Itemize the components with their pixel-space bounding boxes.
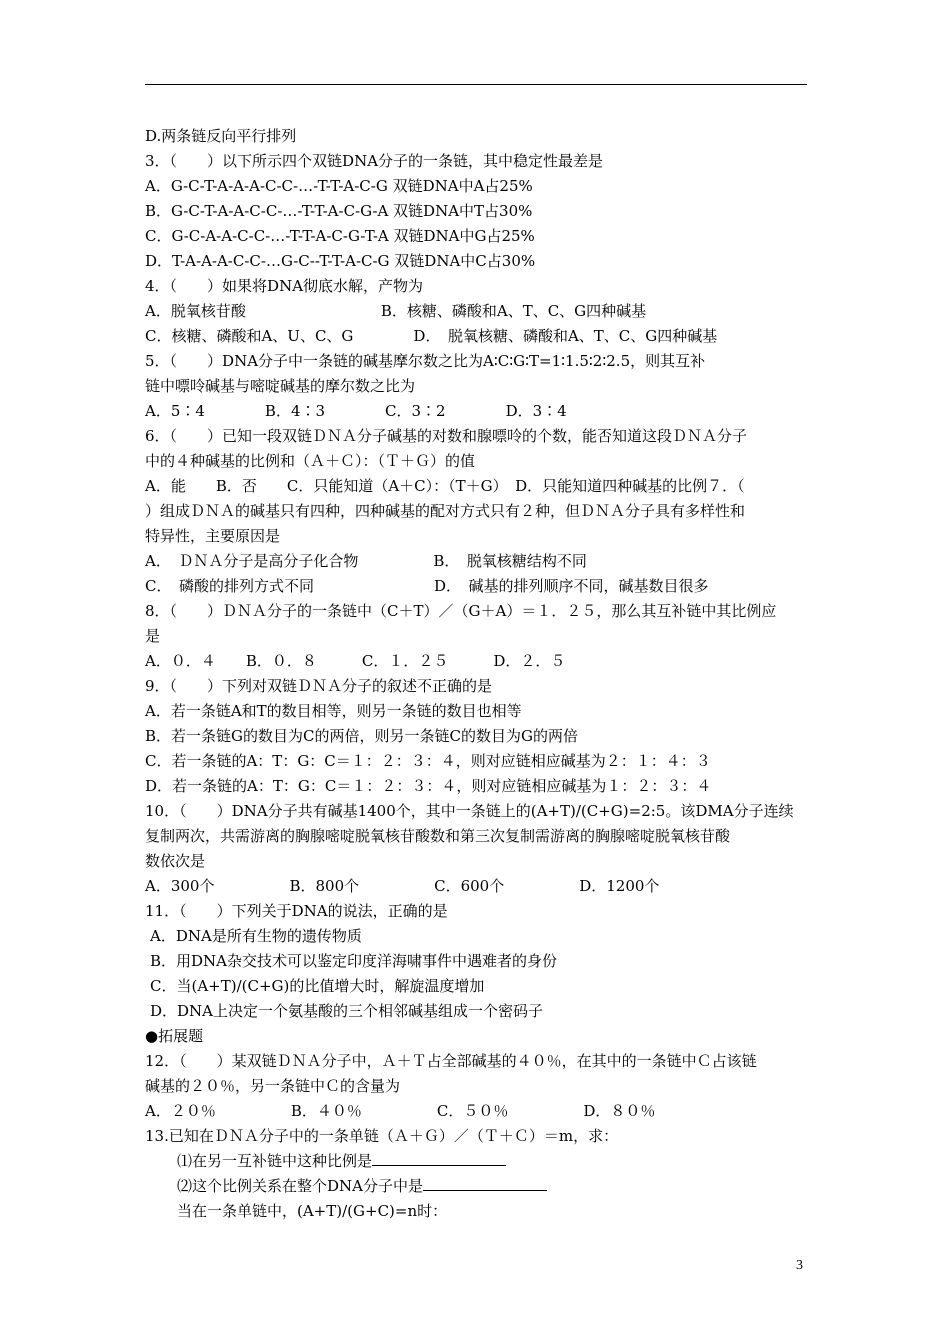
question-7: ）组成ＤＮＡ的碱基只有四种，四种碱基的配对方式只有２种，但ＤＮＡ分子具有多样性和 xyxy=(145,502,746,520)
sub-question xyxy=(177,1176,547,1196)
option-line: C． 磷酸的排列方式不同 D． 碱基的排列顺序不同，碱基数目很多 xyxy=(145,577,709,595)
option-line: A．脱氧核苷酸 B．核糖、磷酸和A、T、C、G四种碱基 xyxy=(145,302,647,320)
question-10: 10．（ ）DNA分子共有碱基1400个，其中一条链上的(A+T)/(C+G)=2:5。该DMA分子连续 xyxy=(145,802,794,820)
question-11: 11．（ ）下列关于DNA的说法，正确的是 xyxy=(145,902,448,920)
section-heading: ●拓展题 xyxy=(145,1027,204,1045)
sub-question xyxy=(177,1151,506,1171)
question-10-cont: 复制两次，共需游离的胸腺嘧啶脱氧核苷酸数和第三次复制需游离的胸腺嘧啶脱氧核苷酸 xyxy=(145,827,731,845)
question-4: 4．（ ）如果将DNA彻底水解，产物为 xyxy=(145,277,424,295)
question-3: 3．（ ）以下所示四个双链DNA分子的一条链，其中稳定性最差是 xyxy=(145,152,604,170)
question-6-cont: 中的４种碱基的比例和（Ａ＋Ｃ）：（Ｔ＋Ｇ）的值 xyxy=(145,452,476,470)
option-line: D．T-A-A-A-C-C-…G-C--T-T-A-C-G 双链DNA中C占30% xyxy=(145,252,536,270)
option-line: A． ＤＮＡ分子是高分子化合物 B． 脱氧核糖结构不同 xyxy=(145,552,587,570)
option-line: A．G-C-T-A-A-A-C-C-…-T-T-A-C-G 双链DNA中A占25% xyxy=(145,177,533,195)
option-line: A．０．４ B．０．８ C．１．２５ D．２．５ xyxy=(145,652,566,670)
question-8: 8．（ ）ＤＮＡ分子的一条链中（C＋T）／（G＋A）＝１．２５，那么其互补链中其比例应 xyxy=(145,602,777,620)
question-10-cont: 数依次是 xyxy=(145,852,206,870)
sub-question: 当在一条单链中，(A+T)/(G+C)=n时： xyxy=(177,1202,448,1220)
question-8-cont: 是 xyxy=(145,627,161,645)
option-line: B．用DNA杂交技术可以鉴定印度洋海啸事件中遇难者的身份 xyxy=(150,952,558,970)
question-12: 12．（ ）某双链ＤＮＡ分子中，Ａ＋Ｔ占全部碱基的４０％，在其中的一条链中Ｃ占该链 xyxy=(145,1052,757,1070)
option-line: A．5∶4 B．4∶3 C．3∶2 D．3∶4 xyxy=(145,402,567,420)
option-line: C．若一条链的A：T：G：C＝１：２：３：４，则对应链相应碱基为２：１：４：３ xyxy=(145,752,711,770)
option-line: D．DNA上决定一个氨基酸的三个相邻碱基组成一个密码子 xyxy=(150,1002,544,1020)
option-line: B．若一条链G的数目为C的两倍，则另一条链C的数目为G的两倍 xyxy=(145,727,578,745)
question-12-cont: 碱基的２０％，另一条链中Ｃ的含量为 xyxy=(145,1077,401,1095)
option-line: A．300个 B．800个 C．600个 D．1200个 xyxy=(145,877,660,895)
answer-blank[interactable] xyxy=(372,1151,506,1166)
option-line: C．核糖、磷酸和A、U、C、G D． 脱氧核糖、磷酸和A、T、C、G四种碱基 xyxy=(145,327,718,345)
question-13: 13.已知在ＤＮＡ分子中的一条单链（Ａ＋Ｇ）／（Ｔ＋Ｃ）＝m，求： xyxy=(145,1127,619,1145)
sub-question-text: ⑵这个比例关系在整个DNA分子中是 xyxy=(177,1177,423,1195)
question-5: 5．（ ）DNA分子中一条链的碱基摩尔数之比为A∶C∶G∶T=1∶1.5∶2∶2.5，则其互补 xyxy=(145,352,706,370)
option-line: A．若一条链A和T的数目相等，则另一条链的数目也相等 xyxy=(145,702,522,720)
question-9: 9．（ ）下列对双链ＤＮＡ分子的叙述不正确的是 xyxy=(145,677,493,695)
option-line: C．G-C-A-A-C-C-…-T-T-A-C-G-T-A 双链DNA中G占25% xyxy=(145,227,535,245)
header-rule xyxy=(145,84,807,85)
answer-blank[interactable] xyxy=(423,1176,547,1191)
page-number: 3 xyxy=(796,1258,803,1273)
option-line: C．当(A+T)/(C+G)的比值增大时，解旋温度增加 xyxy=(150,977,485,995)
option-line: A．２０％ B．４０％ C．５０％ D．８０％ xyxy=(145,1102,656,1120)
option-line: B．G-C-T-A-A-C-C-…-T-T-A-C-G-A 双链DNA中T占30% xyxy=(145,202,533,220)
option-line: D．若一条链的A：T：G：C＝１：２：３：４，则对应链相应碱基为１：２：３：４ xyxy=(145,777,712,795)
option-line: A．能 B．否 C．只能知道（A＋C）：（T＋G） D．只能知道四种碱基的比例７．（ xyxy=(145,477,745,495)
option-line: D.两条链反向平行排列 xyxy=(145,127,297,145)
question-7-cont: 特异性，主要原因是 xyxy=(145,527,281,545)
question-5-cont: 链中嘌呤碱基与嘧啶碱基的摩尔数之比为 xyxy=(145,377,416,395)
question-6: 6．（ ）已知一段双链ＤＮＡ分子碱基的对数和腺嘌呤的个数，能否知道这段ＤＮＡ分子 xyxy=(145,427,748,445)
sub-question-text: ⑴在另一互补链中这种比例是 xyxy=(177,1152,373,1170)
option-line: A．DNA是所有生物的遗传物质 xyxy=(150,927,362,945)
